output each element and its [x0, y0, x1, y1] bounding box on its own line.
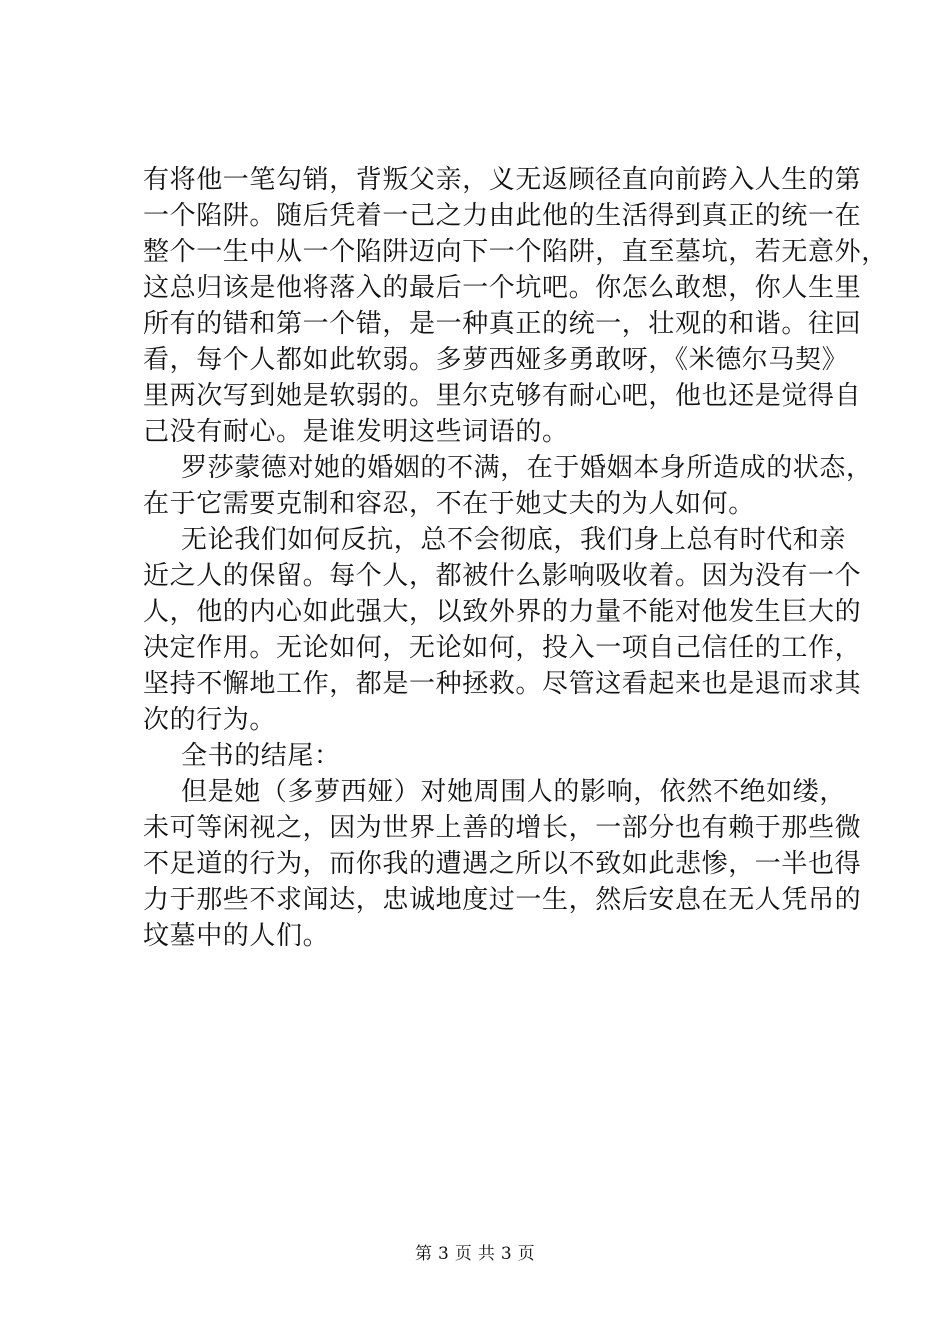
text-line: 全书的结尾：	[181, 741, 341, 771]
text-line: 近之人的保留。每个人，都被什么影响吸收着。因为没有一个	[143, 561, 862, 591]
paragraph-3	[143, 522, 862, 738]
text-line: 决定作用。无论如何，无论如何，投入一项自己信任的工作，	[143, 633, 862, 663]
text-line: 己没有耐心。是谁发明这些词语的。	[143, 417, 569, 447]
text-line: 一个陷阱。随后凭着一己之力由此他的生活得到真正的统一在	[143, 201, 862, 231]
text-line: 力于那些不求闻达，忠诚地度过一生，然后安息在无人凭吊的	[143, 885, 862, 915]
text-line: 整个一生中从一个陷阱迈向下一个陷阱，直至墓坑，若无意外，	[143, 237, 888, 267]
text-line: 这总归该是他将落入的最后一个坑吧。你怎么敢想，你人生里	[143, 273, 862, 303]
text-line: 无论我们如何反抗，总不会彻底，我们身上总有时代和亲	[181, 525, 847, 555]
text-line: 人，他的内心如此强大，以致外界的力量不能对他发生巨大的	[143, 597, 862, 627]
text-line: 未可等闲视之，因为世界上善的增长，一部分也有赖于那些微	[143, 813, 862, 843]
text-line: 但是她（多萝西娅）对她周围人的影响，依然不绝如缕，	[181, 777, 847, 807]
paragraph-2	[143, 450, 873, 522]
text-line: 在于它需要克制和容忍，不在于她丈夫的为人如何。	[143, 489, 755, 519]
text-line: 不足道的行为，而你我的遭遇之所以不致如此悲惨，一半也得	[143, 849, 862, 879]
text-line: 坚持不懈地工作，都是一种拯救。尽管这看起来也是退而求其	[143, 669, 862, 699]
page-number-label: 第 3 页 共 3 页	[415, 1244, 535, 1264]
paragraph-5	[143, 774, 862, 954]
text-line: 罗莎蒙德对她的婚姻的不满，在于婚姻本身所造成的状态，	[181, 453, 873, 483]
paragraph-4	[143, 738, 843, 774]
document-body	[143, 162, 888, 954]
text-line: 有将他一笔勾销，背叛父亲，义无返顾径直向前跨入人生的第	[143, 165, 862, 195]
text-line: 次的行为。	[143, 705, 277, 735]
text-line: 看，每个人都如此软弱。多萝西娅多勇敢呀，《米德尔马契》	[143, 345, 849, 375]
text-line: 坟墓中的人们。	[143, 921, 330, 951]
text-line: 所有的错和第一个错，是一种真正的统一，壮观的和谐。往回	[143, 309, 862, 339]
paragraph-1	[143, 162, 888, 450]
text-line: 里两次写到她是软弱的。里尔克够有耐心吧，他也还是觉得自	[143, 381, 862, 411]
page-footer	[0, 1244, 950, 1264]
